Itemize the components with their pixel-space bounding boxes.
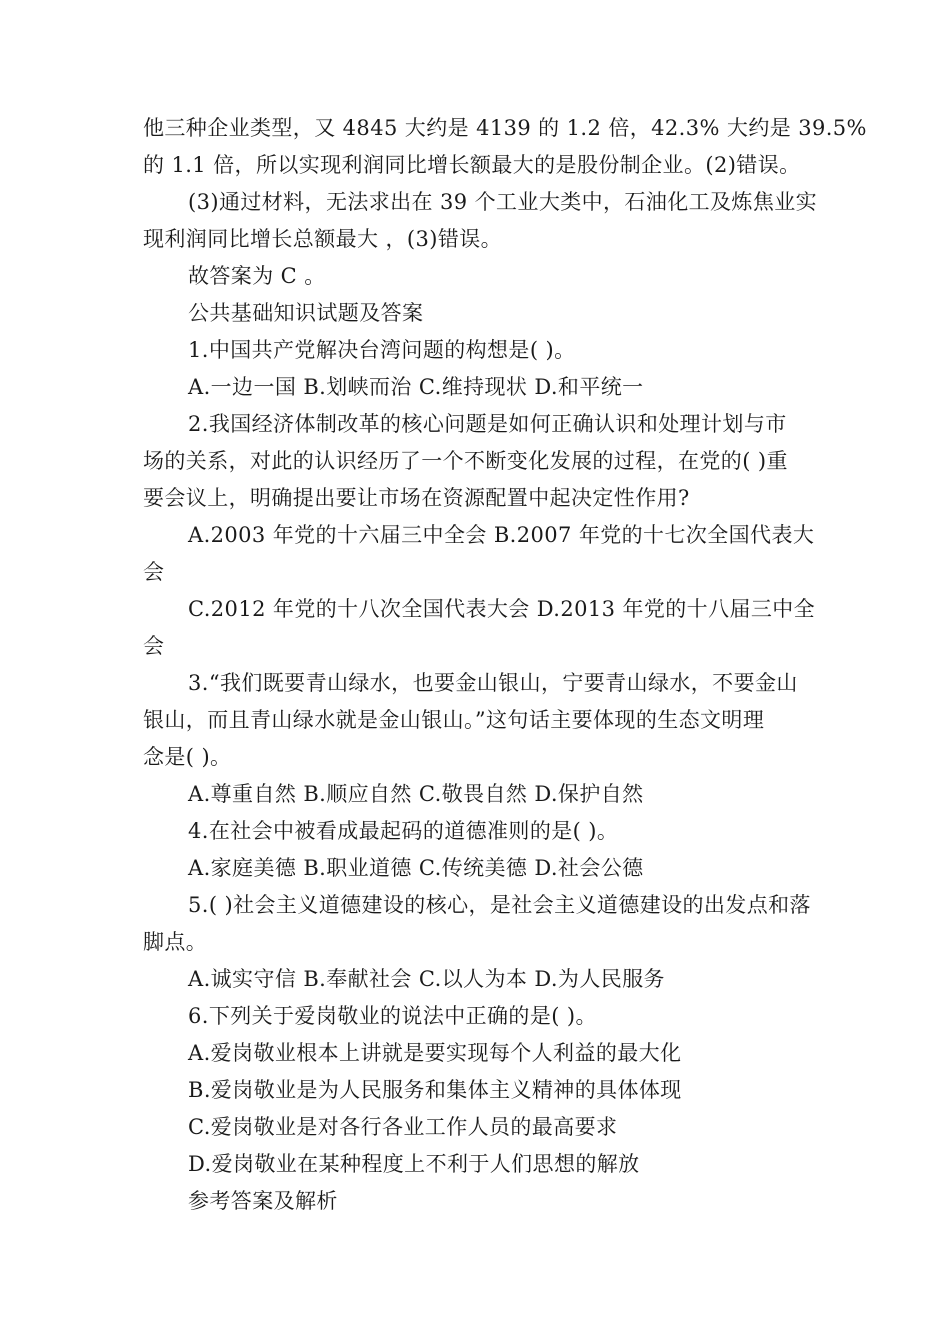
text-line: 故答案为 C 。 (188, 264, 326, 288)
answer-options: A.家庭美德 B.职业道德 C.传统美德 D.社会公德 (188, 856, 644, 880)
answer-option: A.爱岗敬业根本上讲就是要实现每个人利益的最大化 (188, 1041, 682, 1065)
question-text: 要会议上，明确提出要让市场在资源配置中起决定性作用? (143, 486, 690, 510)
text-line: 现利润同比增长总额最大 ，(3)错误。 (143, 227, 503, 251)
question-text: 脚点。 (143, 930, 208, 954)
text-line: (3)通过材料，无法求出在 39 个工业大类中，石油化工及炼焦业实 (188, 190, 818, 214)
answer-options: A.诚实守信 B.奉献社会 C.以人为本 D.为人民服务 (188, 967, 665, 991)
question-text: 场的关系，对此的认识经历了一个不断变化发展的过程，在党的( )重 (143, 449, 788, 473)
question-text: 6.下列关于爱岗敬业的说法中正确的是( )。 (188, 1004, 597, 1028)
answer-options: 会 (143, 634, 165, 658)
answer-option: D.爱岗敬业在某种程度上不利于人们思想的解放 (188, 1152, 640, 1176)
answer-options: C.2012 年党的十八次全国代表大会 D.2013 年党的十八届三中全 (188, 597, 816, 621)
question-text: 2.我国经济体制改革的核心问题是如何正确认识和处理计划与市 (188, 412, 787, 436)
question-text: 4.在社会中被看成最起码的道德准则的是( )。 (188, 819, 619, 843)
section-heading: 公共基础知识试题及答案 (188, 301, 424, 325)
text-line: 的 1.1 倍，所以实现利润同比增长额最大的是股份制企业。(2)错误。 (143, 153, 801, 177)
text-line: 他三种企业类型，又 4845 大约是 4139 的 1.2 倍，42.3% 大约是 39.5% (143, 116, 867, 140)
section-heading: 参考答案及解析 (188, 1189, 338, 1213)
answer-options: 会 (143, 560, 165, 584)
answer-options: A.2003 年党的十六届三中全会 B.2007 年党的十七次全国代表大 (188, 523, 815, 547)
question-text: 银山，而且青山绿水就是金山银山。”这句话主要体现的生态文明理 (143, 708, 765, 732)
question-text: 5.( )社会主义道德建设的核心，是社会主义道德建设的出发点和落 (188, 893, 811, 917)
answer-options: A.尊重自然 B.顺应自然 C.敬畏自然 D.保护自然 (188, 782, 644, 806)
question-text: 1.中国共产党解决台湾问题的构想是( )。 (188, 338, 576, 362)
question-text: 3.“我们既要青山绿水，也要金山银山，宁要青山绿水，不要金山 (188, 671, 798, 695)
question-text: 念是( )。 (143, 745, 232, 769)
answer-option: C.爱岗敬业是对各行各业工作人员的最高要求 (188, 1115, 618, 1139)
answer-options: A.一边一国 B.划峡而治 C.维持现状 D.和平统一 (188, 375, 644, 399)
answer-option: B.爱岗敬业是为人民服务和集体主义精神的具体体现 (188, 1078, 682, 1102)
